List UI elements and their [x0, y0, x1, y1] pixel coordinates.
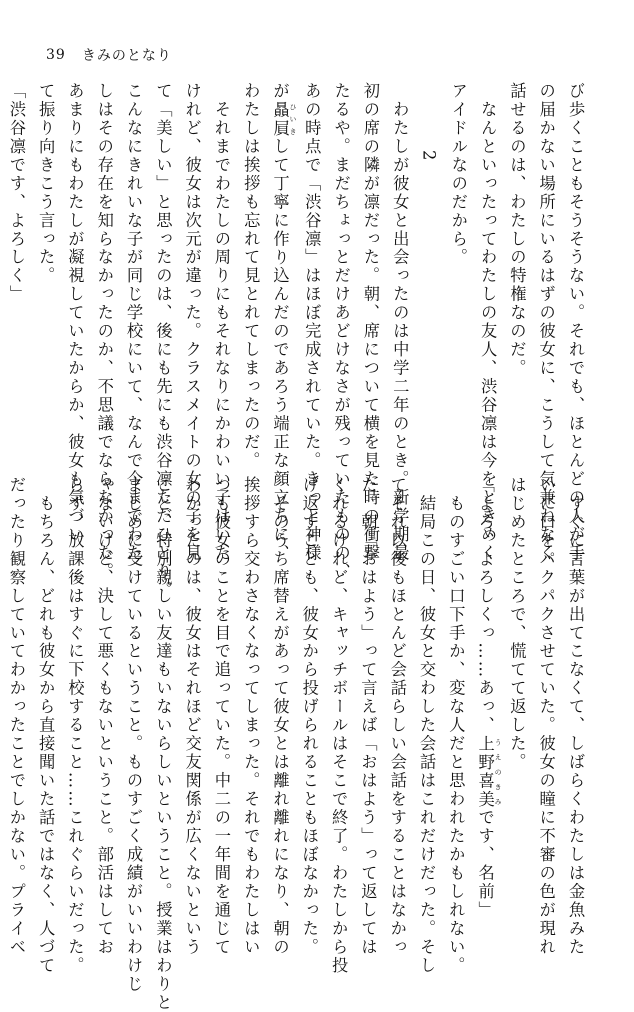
text-line: 「渋谷凛です、よろしく」 [6, 82, 26, 304]
text-line: わたしは挨拶も忘れて見とれてしまったのだ。 [241, 82, 261, 471]
text-line [0, 476, 2, 856]
text-line: こと、特別親しい友達もいないらしいということ。授業はわりと [153, 476, 173, 1012]
text-line: て「美しい」と思ったのは、後にも先にも渋谷凛ただひとり。 [153, 82, 173, 600]
text-line: ものすごい口下手か、変な人だと思われたかもしれない。 [446, 476, 466, 976]
text-line: それまでわたしの周りにもそれなりにかわいい子はいた [211, 82, 231, 563]
text-line: げ返すことも、彼女から投げられることもほぼなかった。 [299, 476, 319, 957]
text-line: いに口をパクパクさせていた。彼女の瞳に不審の色が現れ [536, 476, 556, 957]
page-number: 39 [46, 47, 66, 63]
text-line: ゃないけど、決して悪くもないということ。部活はしてお [94, 476, 114, 957]
text-line: 初の席の隣が凛だった。朝、席について横を見た時の衝撃 [360, 82, 380, 563]
text-line: くれるけれど、キャッチボールはそこで終了。わたしから投 [329, 476, 349, 976]
text-line: アイドルなのだから。 [448, 82, 468, 267]
text-line: すぐに言葉が出てこなくて、しばらくわたしは金魚みた [566, 476, 585, 957]
text-line: まじめに受けているということ。ものすごく成績がいいわけじ [124, 476, 144, 994]
text-line: あまりにもわたしが凝視していたからか、彼女も気づい [65, 82, 85, 545]
text-line: び歩くこともそうそうない。それでも、ほとんどの人が手 [566, 82, 585, 563]
text-line: の届かない場所にいるはずの彼女に、こうして気兼ねなく [536, 82, 556, 563]
text-line: しはその存在を知らなかったのか、不思議でならなかった。 [94, 82, 114, 582]
text-line: つも彼女のことを目で追っていた。中二の一年間を通じて [211, 476, 231, 957]
text-line: 話せるのは、わたしの特権なのだ。 [507, 82, 527, 378]
text-line: わかったのは、彼女はそれほど交友関係が広くないという [182, 476, 202, 957]
upper-text-block [2, 82, 590, 600]
text-line: が贔屓 ひいきして丁寧に作り込んだのであろう端正な顔立ちに、 [270, 82, 298, 563]
running-title: きみのとなり [81, 48, 172, 64]
text-line: たるや。まだちょっとだけあどけなさが残っていたものの、 [331, 82, 351, 582]
text-line: だったり観察していてわかったことでしかない。プライベ [6, 476, 26, 957]
text-line: そのうち席替えがあって彼女とは離れ離れになり、朝の [270, 476, 290, 957]
text-line: てそれ以後もほとんど会話らしい会話をすることはなかっ [387, 476, 407, 957]
text-line: て振り向きこう言った。 [36, 82, 56, 286]
text-line: 挨拶すら交わさなくなってしまった。それでもわたしはい [241, 476, 261, 957]
lower-text-block [0, 476, 590, 1012]
chapter-number: 2 [419, 150, 439, 163]
text-line: けれど、彼女は次元が違った。クラスメイトの女の子を見 [182, 82, 202, 563]
text-line: あの時点で「渋谷凛」はほぼ完成されていた。きっと神様 [302, 82, 322, 563]
text-line: 「よろ、よろしくっ……あっ、上野喜美 うえのきみです、名前」 [475, 476, 503, 920]
text-line: はじめたところで、慌てて返した。 [507, 476, 527, 772]
text-line: わたしが彼女と出会ったのは中学二年のとき。新学期最 [390, 82, 410, 563]
page-header [46, 44, 172, 66]
furigana: 上野喜美 うえのきみ [475, 734, 503, 809]
text-line: らず、放課後はすぐに下校すること……これぐらいだった。 [65, 476, 85, 976]
text-line: た。朝「おはよう」って言えば「おはよう」って返しては [358, 476, 378, 957]
text-line: なんといったってわたしの友人、渋谷凛は今をときめく [478, 82, 498, 563]
text-line: もちろん、どれも彼女から直接聞いた話ではなく、人づて [36, 476, 56, 976]
text-line: こんなにきれいな子が同じ学校にいて、なんで今までわた [124, 82, 144, 563]
furigana: 贔屓 ひいき [270, 100, 298, 138]
text-line: 結局この日、彼女と交わした会話はこれだけだった。そし [417, 476, 437, 976]
